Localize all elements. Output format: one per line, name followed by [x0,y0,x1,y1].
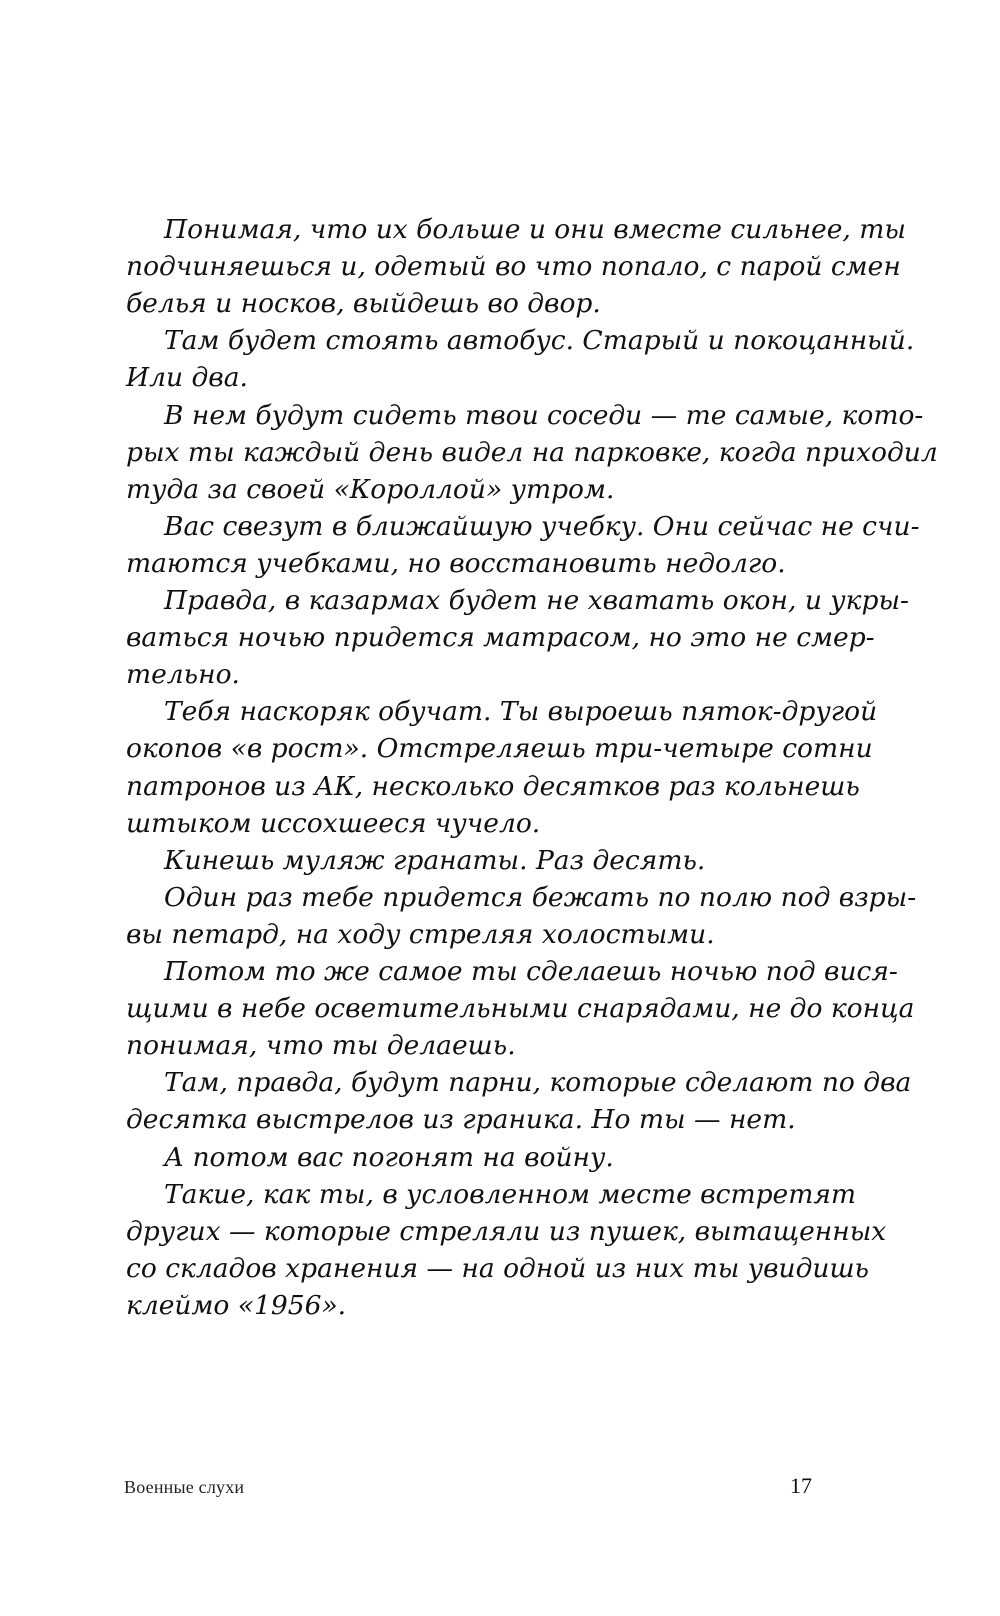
text-line: десятка выстрелов из граника. Но ты — нет. [126,1104,796,1136]
text-line: Один раз тебе придется бежать по полю под взры- [164,881,917,913]
text-line: вы петард, на ходу стреляя холостыми. [126,918,715,950]
text-line: других — которые стреляли из пушек, вытащенных [126,1215,887,1247]
text-line: Или два. [126,362,248,394]
text-line: клеймо «1956». [126,1289,347,1321]
text-line: патронов из АК, несколько десятков раз кольнешь [126,770,860,802]
text-line: Такие, как ты, в условленном месте встретят [164,1178,857,1210]
text-line: Тебя наскоряк обучат. Ты выроешь пяток-другой [164,696,878,728]
text-line: со складов хранения — на одной из них ты увидишь [126,1252,869,1284]
text-line: Потом то же самое ты сделаешь ночью под вися- [164,956,898,987]
text-line: туда за своей «Короллой» утром. [126,473,615,505]
text-line: Понимая, что их больше и они вместе сильнее, ты [164,214,906,245]
text-line: белья и носков, выйдешь во двор. [126,288,601,320]
text-line: Там будет стоять автобус. Старый и покоцанный. [164,325,915,357]
text-line: А потом вас погонят на войну. [164,1141,614,1173]
text-line: штыком иссохшееся чучело. [126,807,541,839]
page-number: 17 [790,1473,812,1498]
text-line: окопов «в рост». Отстреляешь три-четыре сотни [126,733,873,765]
text-line: Вас свезут в ближайшую учебку. Они сейчас не счи- [164,510,920,542]
text-line: щими в небе осветительными снарядами, не до конца [126,993,915,1025]
text-line: Кинешь муляж гранаты. Раз десять. [164,844,706,876]
text-line: таются учебками, но восстановить недолго. [126,547,786,579]
text-line: тельно. [126,659,240,691]
text-line: понимая, что ты делаешь. [126,1030,516,1062]
text-line: В нем будут сидеть твои соседи — те самые, кото- [164,399,924,431]
text-line: подчиняешься и, одетый во что попало, с парой смен [126,251,901,283]
running-title: Военные слухи [124,1477,245,1497]
text-line: Там, правда, будут парни, которые сделают по два [164,1067,912,1099]
text-line: ваться ночью придется матрасом, но это не смер- [126,622,875,654]
text-line: рых ты каждый день видел на парковке, когда приходил [126,436,938,468]
text-line: Правда, в казармах будет не хватать окон, и укры- [164,585,910,616]
